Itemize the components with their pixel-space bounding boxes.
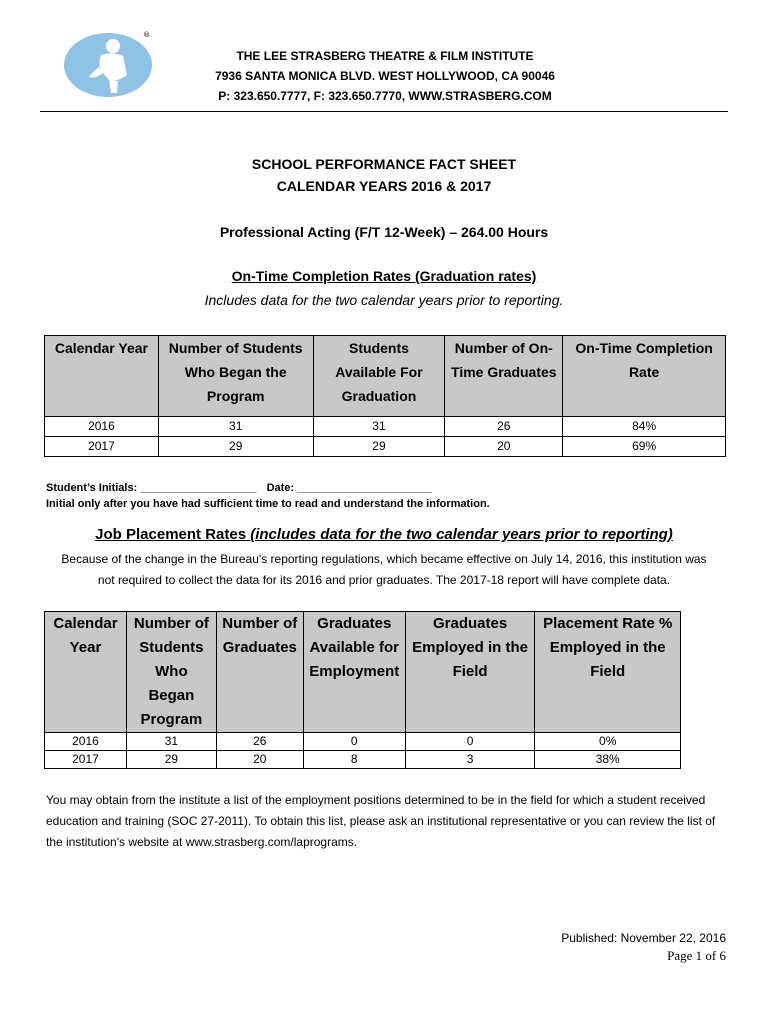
column-header: Graduates Employed in the Field [405,612,535,733]
institute-header [170,46,600,106]
column-header: Calendar Year [45,612,127,733]
table-cell: 29 [313,437,445,457]
table-cell: 29 [126,751,216,769]
placement-footnote: You may obtain from the institute a list of the employment positions determined to be in the field for which a student received education and training (SOC 27-2011). To obtain this list, please ask an institutional representative or you can review the list of the institution's website at www.strasberg.com/laprograms. [46,793,716,849]
svg-text:®: ® [143,31,150,39]
table-row [45,417,726,437]
table-cell: 3 [405,751,535,769]
column-header: Placement Rate % Employed in the Field [535,612,681,733]
completion-subheading: Includes data for the two calendar years prior to reporting. [204,292,564,308]
table-row [45,733,681,751]
table-cell: 84% [563,417,726,437]
table-cell: 38% [535,751,681,769]
column-header: Number of Students Who Began Program [126,612,216,733]
table-row [45,437,726,457]
column-header: Number of Students Who Began the Program [158,336,313,417]
initials-block [46,480,490,512]
date-field[interactable]: Date: ______________________ [266,482,432,494]
table-cell: 31 [126,733,216,751]
placement-heading: Job Placement Rates (includes data for the two calendar years prior to reporting) [95,526,673,543]
institute-logo [63,27,155,99]
table-cell: 2017 [45,437,159,457]
column-header: On-Time Completion Rate [563,336,726,417]
initials-field[interactable]: Student’s Initials: ___________________ [46,482,257,494]
completion-heading: On-Time Completion Rates (Graduation rates) [231,268,537,284]
page-footer [561,930,726,964]
institute-name: THE LEE STRASBERG THEATRE & FILM INSTITUTE [236,49,534,63]
document-title: SCHOOL PERFORMANCE FACT SHEET CALENDAR YEARS 2016 & 2017 [251,156,517,194]
table-header-row [45,336,726,417]
page-number: Page 1 of 6 [667,948,726,963]
table-cell: 0 [303,733,405,751]
placement-table [44,611,681,769]
column-header: Number of On-Time Graduates [445,336,563,417]
column-header: Calendar Year [45,336,159,417]
table-cell: 20 [445,437,563,457]
table-cell: 69% [563,437,726,457]
published-date: Published: November 22, 2016 [561,931,726,945]
table-row [45,751,681,769]
table-cell: 31 [313,417,445,437]
placement-note: Because of the change in the Bureau's reporting regulations, which became effective on July 14, 2016, this institution was not required to collect the data for its 2016 and prior graduates. The 2017-18 report will have complete data. [61,552,707,587]
column-header: Students Available For Graduation [313,336,445,417]
table-cell: 0 [405,733,535,751]
table-cell: 26 [445,417,563,437]
table-cell: 26 [216,733,303,751]
table-cell: 8 [303,751,405,769]
completion-table [44,335,726,457]
initials-note: Initial only after you have had sufficient time to read and understand the information. [46,498,490,510]
header-divider [40,111,728,112]
column-header: Graduates Available for Employment [303,612,405,733]
column-header: Number of Graduates [216,612,303,733]
table-cell: 2016 [45,733,127,751]
table-cell: 2016 [45,417,159,437]
table-cell: 20 [216,751,303,769]
table-cell: 31 [158,417,313,437]
institute-contact: P: 323.650.7777, F: 323.650.7770, WWW.STRASBERG.COM [218,89,552,103]
table-cell: 29 [158,437,313,457]
table-cell: 0% [535,733,681,751]
institute-address: 7936 SANTA MONICA BLVD. WEST HOLLYWOOD, CA 90046 [215,69,555,83]
table-header-row [45,612,681,733]
table-cell: 2017 [45,751,127,769]
program-title: Professional Acting (F/T 12-Week) – 264.00 Hours [219,224,549,240]
